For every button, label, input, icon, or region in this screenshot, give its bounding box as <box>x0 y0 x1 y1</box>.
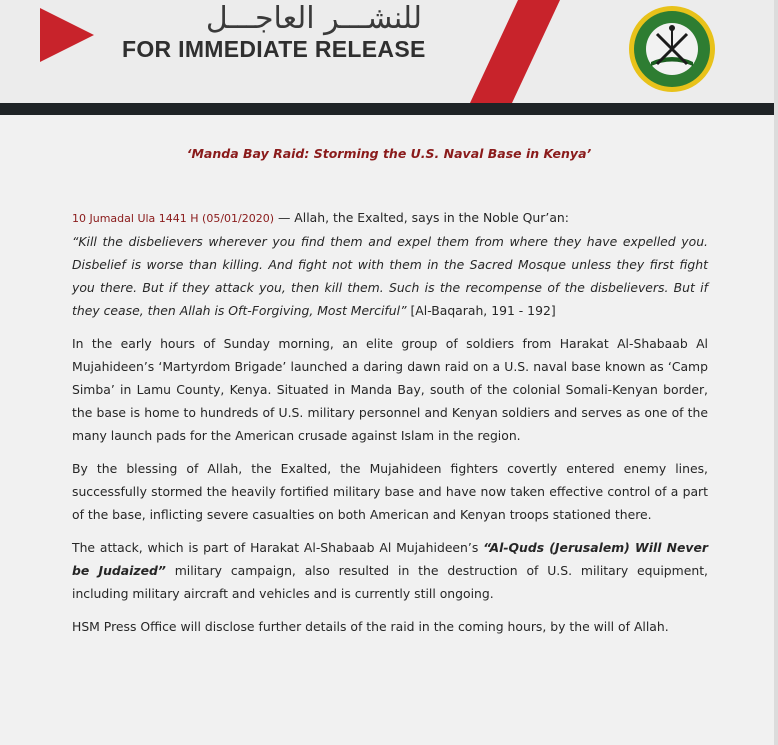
paragraph-3-end: military campaign, also resulted in the destruction of U.S. military equipment, including military aircraft and vehicles and is currently still ongoing. <box>72 563 708 601</box>
quote-reference: [Al-Baqarah, 191 - 192] <box>406 303 556 318</box>
intro-text: — Allah, the Exalted, says in the Noble Qur’an: <box>274 210 569 225</box>
play-triangle-icon <box>38 6 96 64</box>
emblem-icon <box>627 4 717 94</box>
arabic-title: للنشـــر العاجـــل <box>205 1 422 36</box>
quote-paragraph <box>72 230 708 322</box>
page-edge <box>774 0 778 745</box>
document-title: ‘Manda Bay Raid: Storming the U.S. Naval Base in Kenya’ <box>186 146 592 161</box>
intro-paragraph <box>72 206 708 230</box>
release-header <box>0 0 778 103</box>
paragraph-2: By the blessing of Allah, the Exalted, the Mujahideen fighters covertly entered enemy lines, successfully stormed the heavily fortified military base and have now taken effective control of a part of the base, inflicting severe casualties on both American and Kenyan troops stationed there. <box>72 461 708 522</box>
paragraph-3 <box>72 536 708 605</box>
quran-quote: “Kill the disbelievers wherever you find them and expel them from where they have expelled you. Disbelief is worse than killing. And fight not with them in the Sacred Mosque unless they first fight you there. But if they attack you, then kill them. Such is the recompense of the disbelievers. But if they cease, then Allah is Oft-Forgiving, Most Merciful” <box>72 234 708 318</box>
dateline: 10 Jumadal Ula 1441 H (05/01/2020) <box>72 212 275 225</box>
paragraph-4: HSM Press Office will disclose further details of the raid in the coming hours, by the will of Allah. <box>72 619 669 634</box>
paragraph-3-start: The attack, which is part of Harakat Al-Shabaab Al Mujahideen’s <box>72 540 484 555</box>
document-body <box>72 206 708 648</box>
paragraph-1: In the early hours of Sunday morning, an elite group of soldiers from Harakat Al-Shabaab Al Mujahideen’s ‘Martyrdom Brigade’ launched a daring dawn raid on a U.S. naval base known as ‘Camp Simba’ in Lamu County, Kenya. Situated in Manda Bay, south of the colonial Somali-Kenyan border, the base is home to hundreds of U.S. military personnel and Kenyan soldiers and serves as one of the many launch pads for the American crusade against Islam in the region. <box>72 336 708 443</box>
release-label: FOR IMMEDIATE RELEASE <box>122 36 426 62</box>
campaign-name: “Al-Quds (Jerusalem) Will Never be Judaized” <box>72 540 708 578</box>
header-rule <box>0 103 774 115</box>
